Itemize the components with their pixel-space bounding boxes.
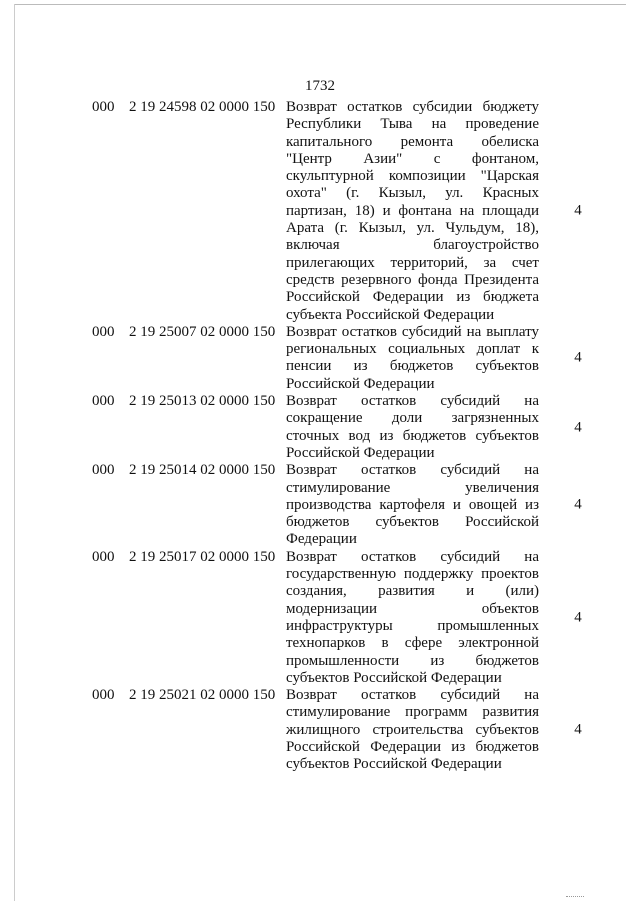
- income-description: Возврат остатков субсидий на государственную поддержку проектов создания, развития и (или) модернизации объектов инфраструктуры промышленных технопарков в сфере электронной промышленности из бюджетов субъектов Российской Федерации: [286, 548, 539, 686]
- income-description: Возврат остатков субсидии бюджету Республики Тыва на проведение капитального ремонта обелиска "Центр Азии" с фонтаном, скульптурной композиции "Царская охота" (г. Кызыл, ул. Красных партизан, 18) и фонтана на площади Арата (г. Кызыл, ул. Чульдум, 18), включая благоустройство прилегающих территорий, за счет средств резервного фонда Президента Российской Федерации из бюджета субъекта Российской Федерации: [286, 99, 539, 323]
- income-description: Возврат остатков субсидий на сокращение доли загрязненных сточных вод из бюджетов субъектов Российской Федерации: [286, 393, 539, 461]
- income-description: Возврат остатков субсидий на стимулирование программ развития жилищного строительства субъектов Российской Федерации из бюджетов субъектов Российской Федерации: [286, 687, 539, 773]
- income-description: Возврат остатков субсидий на стимулирование увеличения производства картофеля и овощей из бюджетов субъектов Российской Федерации: [286, 462, 539, 548]
- table-row: [0, 462, 640, 548]
- table-row: [0, 687, 640, 773]
- budget-code-table: [0, 99, 640, 774]
- kbk-code: 2 19 25013 02 0000 150: [129, 393, 276, 410]
- kbk-code: 2 19 24598 02 0000 150: [129, 99, 276, 115]
- scan-edge-top: [14, 4, 626, 5]
- kbk-code: 2 19 25017 02 0000 150: [129, 548, 276, 565]
- distribution-norm: 4: [574, 496, 582, 513]
- table-row: [0, 324, 640, 393]
- distribution-norm: 4: [574, 721, 582, 738]
- kbk-code: 2 19 25021 02 0000 150: [129, 687, 276, 704]
- page-number: 1732: [305, 78, 335, 94]
- distribution-norm: 4: [574, 202, 582, 219]
- kbk-code: 2 19 25014 02 0000 150: [129, 462, 276, 479]
- distribution-norm: 4: [574, 609, 582, 626]
- admin-code: 000: [92, 462, 115, 479]
- admin-code: 000: [92, 548, 115, 565]
- table-row: [0, 549, 640, 687]
- income-description: Возврат остатков субсидий на выплату региональных социальных доплат к пенсии из бюджетов субъектов Российской Федерации: [286, 323, 539, 392]
- admin-code: 000: [92, 99, 115, 115]
- admin-code: 000: [92, 323, 115, 340]
- table-row: [0, 99, 640, 324]
- admin-code: 000: [92, 687, 115, 704]
- admin-code: 000: [92, 393, 115, 410]
- scan-artifact: [566, 896, 584, 899]
- distribution-norm: 4: [574, 349, 582, 366]
- table-row: [0, 393, 640, 462]
- distribution-norm: 4: [574, 419, 582, 436]
- kbk-code: 2 19 25007 02 0000 150: [129, 323, 276, 340]
